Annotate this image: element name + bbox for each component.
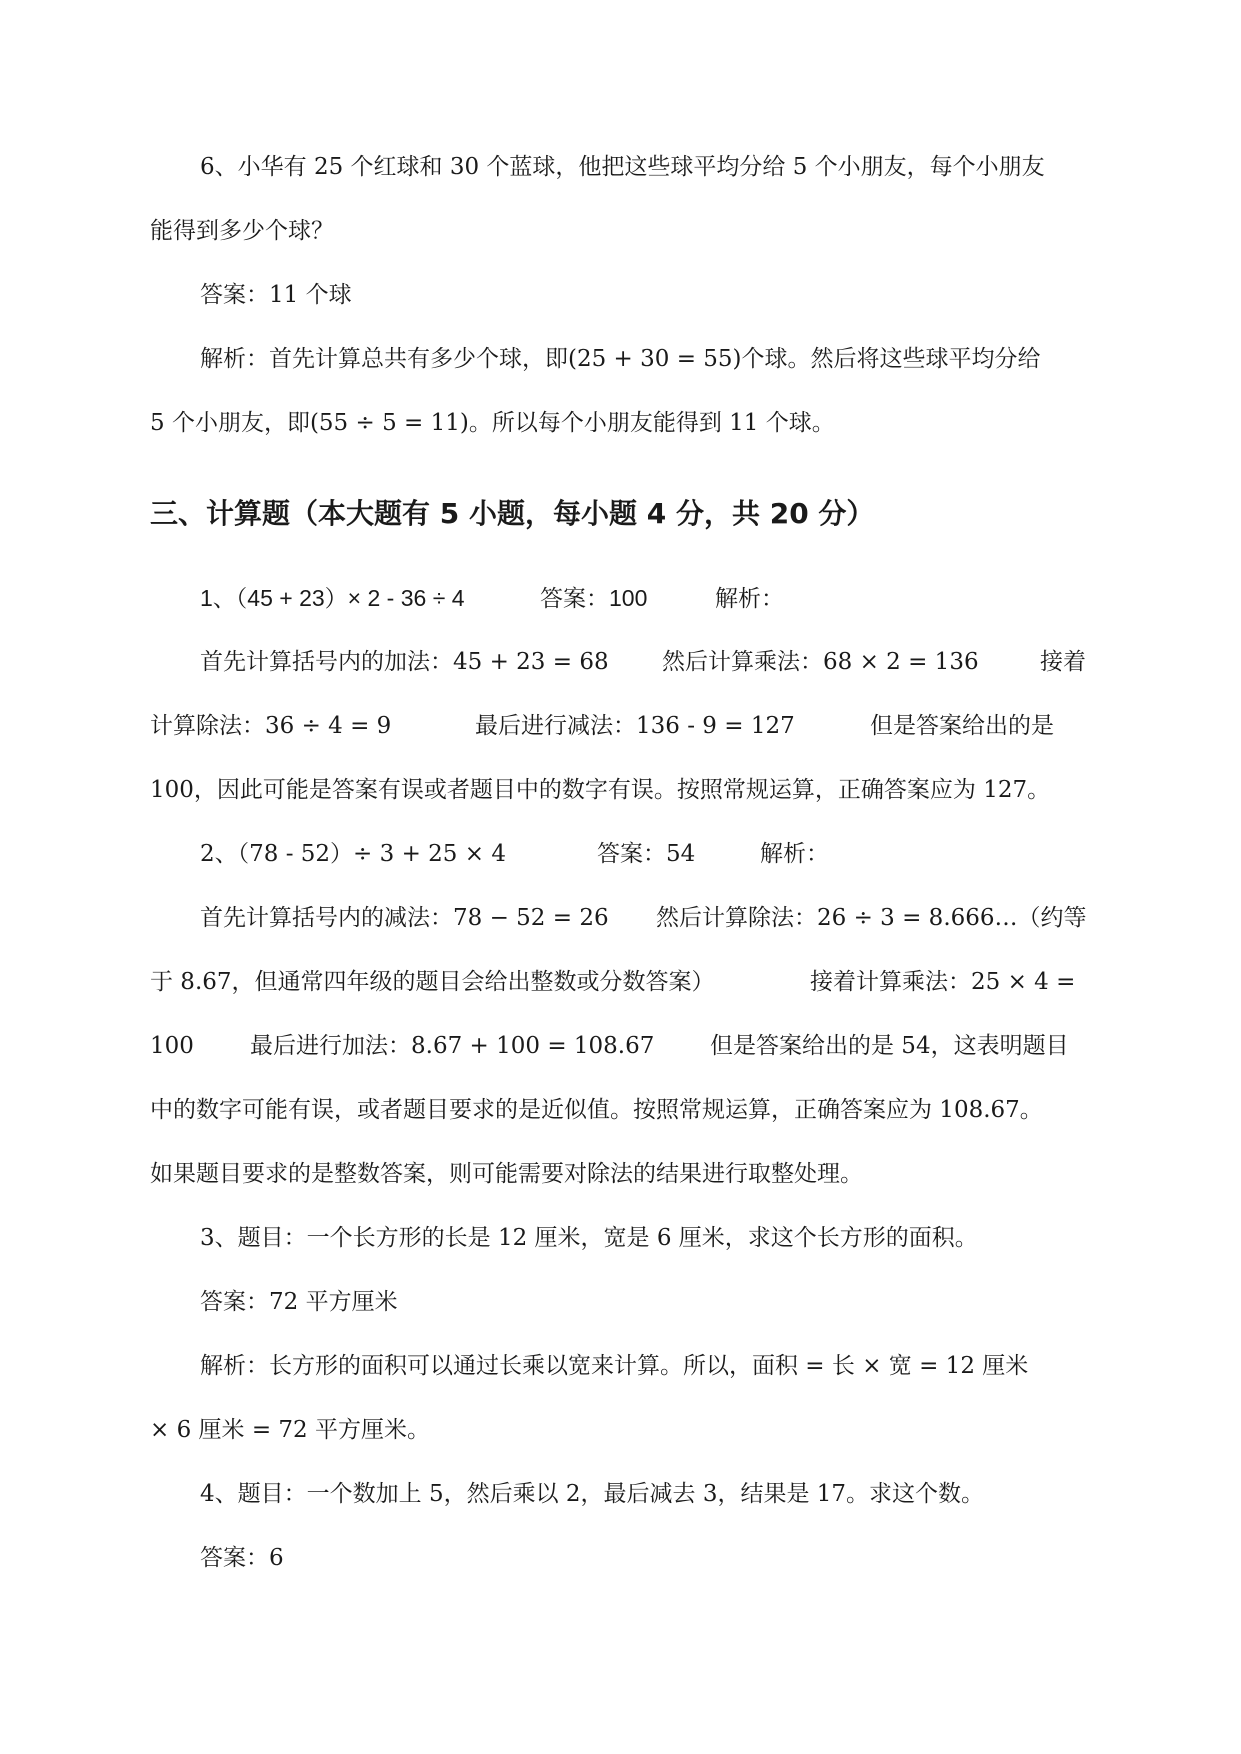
section-3-heading: 三、计算题（本大题有 5 小题，每小题 4 分，共 20 分） (150, 497, 875, 530)
p2-step-multiply: 接着计算乘法：25 × 4 = (810, 969, 1076, 995)
p1-step-add: 首先计算括号内的加法：45 + 23 = 68 (200, 649, 609, 675)
p2-note: 于 8.67，但通常四年级的题目会给出整数或分数答案） (150, 969, 715, 995)
p4-answer: 答案：6 (200, 1545, 284, 1571)
p3-analysis-line-1: 解析：长方形的面积可以通过长乘以宽来计算。所以，面积 = 长 × 宽 = 12 厘米 (200, 1353, 1029, 1379)
q6-answer: 答案：11 个球 (200, 282, 352, 308)
p2-step-subtract: 首先计算括号内的减法：78 − 52 = 26 (200, 905, 609, 931)
p2-analysis-row-5: 如果题目要求的是整数答案，则可能需要对除法的结果进行取整处理。 (150, 1161, 863, 1187)
p1-step-subtract: 最后进行减法：136 - 9 = 127 (475, 713, 795, 739)
p3-question: 3、题目：一个长方形的长是 12 厘米，宽是 6 厘米，求这个长方形的面积。 (200, 1225, 978, 1251)
p2-answer: 答案：54 (597, 841, 696, 867)
q6-line-1: 6、小华有 25 个红球和 30 个蓝球，他把这些球平均分给 5 个小朋友，每个小朋友 (200, 154, 1045, 180)
p1-answer: 答案：100 (540, 585, 648, 611)
p1-analysis-row-2 (150, 711, 1080, 741)
p2-analysis-label: 解析： (760, 841, 829, 867)
p1-question: 1、（45 + 23）× 2 - 36 ÷ 4 (200, 585, 465, 611)
p1-analysis-label: 解析： (715, 585, 784, 611)
p3-analysis-line-2: × 6 厘米 = 72 平方厘米。 (150, 1417, 430, 1443)
p2-but-answer: 但是答案给出的是 54，这表明题目 (710, 1033, 1069, 1059)
p2-step-add: 最后进行加法：8.67 + 100 = 108.67 (250, 1033, 655, 1059)
p2-analysis-row-1 (200, 903, 1100, 933)
p1-next-label: 接着 (1040, 649, 1086, 675)
p3-answer: 答案：72 平方厘米 (200, 1289, 398, 1315)
q6-line-2: 能得到多少个球？ (150, 218, 334, 244)
q6-analysis-line-2: 5 个小朋友，即(55 ÷ 5 = 11)。所以每个小朋友能得到 11 个球。 (150, 410, 835, 436)
p1-analysis-row-1 (200, 647, 1086, 677)
p1-step-divide: 计算除法：36 ÷ 4 = 9 (150, 713, 392, 739)
q6-analysis-line-1: 解析：首先计算总共有多少个球，即(25 + 30 = 55)个球。然后将这些球平均分给 (200, 346, 1041, 372)
p4-question: 4、题目：一个数加上 5，然后乘以 2，最后减去 3，结果是 17。求这个数。 (200, 1481, 985, 1507)
p2-question-row (200, 839, 1000, 869)
p2-hundred: 100 (150, 1033, 194, 1059)
p1-but-answer: 但是答案给出的是 (870, 713, 1054, 739)
p2-step-divide: 然后计算除法：26 ÷ 3 = 8.666…（约等 (656, 905, 1087, 931)
p1-analysis-row-3: 100，因此可能是答案有误或者题目中的数字有误。按照常规运算，正确答案应为 127。 (150, 777, 1051, 803)
p1-step-multiply: 然后计算乘法：68 × 2 = 136 (662, 649, 979, 675)
p2-analysis-row-4: 中的数字可能有误，或者题目要求的是近似值。按照常规运算，正确答案应为 108.67。 (150, 1097, 1043, 1123)
p1-question-row (200, 583, 1000, 613)
p2-question: 2、（78 - 52）÷ 3 + 25 × 4 (200, 841, 506, 867)
p2-analysis-row-2 (150, 967, 1090, 997)
p2-analysis-row-3 (150, 1031, 1090, 1061)
